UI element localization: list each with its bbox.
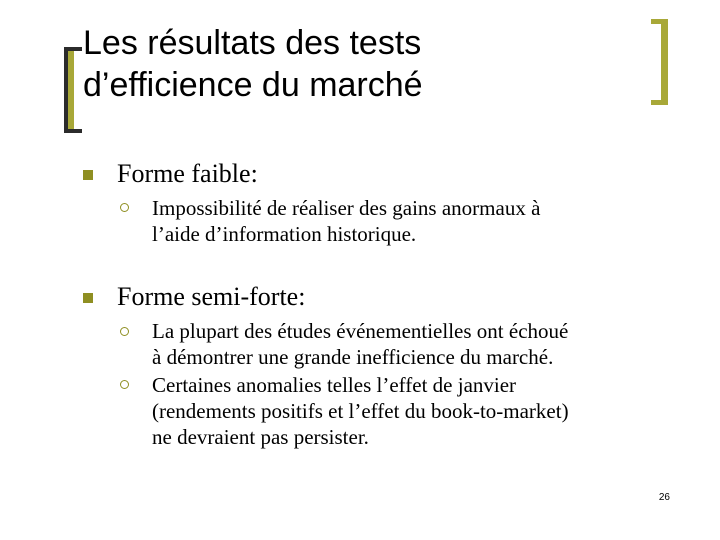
slide-title [83,22,643,106]
square-bullet-icon [83,170,93,180]
list-item-line: à démontrer une grande inefficience du marché. [152,345,554,369]
list-item-line: La plupart des études événementielles ont échoué [152,319,569,343]
list-item-line: Certaines anomalies telles l’effet de janvier [152,373,517,397]
list-item [152,318,692,370]
page-number: 26 [658,492,670,503]
title-left-bracket [64,47,82,133]
list-item-line: (rendements positifs et l’effet du book-to-market) [152,399,569,423]
slide-title-line-2: d’efficience du marché [83,66,423,104]
list-item [152,195,692,247]
list-item-line: l’aide d’information historique. [152,222,417,246]
list-item-line: ne devraient pas persister. [152,425,369,449]
circle-bullet-icon [120,380,129,389]
title-right-bracket [651,19,668,105]
square-bullet-icon [83,293,93,303]
slide-title-line-1: Les résultats des tests [83,24,422,62]
section-heading-weak-form: Forme faible: [117,159,258,188]
section-heading-semi-strong-form: Forme semi-forte: [117,282,306,311]
circle-bullet-icon [120,327,129,336]
list-item [152,372,692,450]
list-item-line: Impossibilité de réaliser des gains anormaux à [152,196,541,220]
circle-bullet-icon [120,203,129,212]
